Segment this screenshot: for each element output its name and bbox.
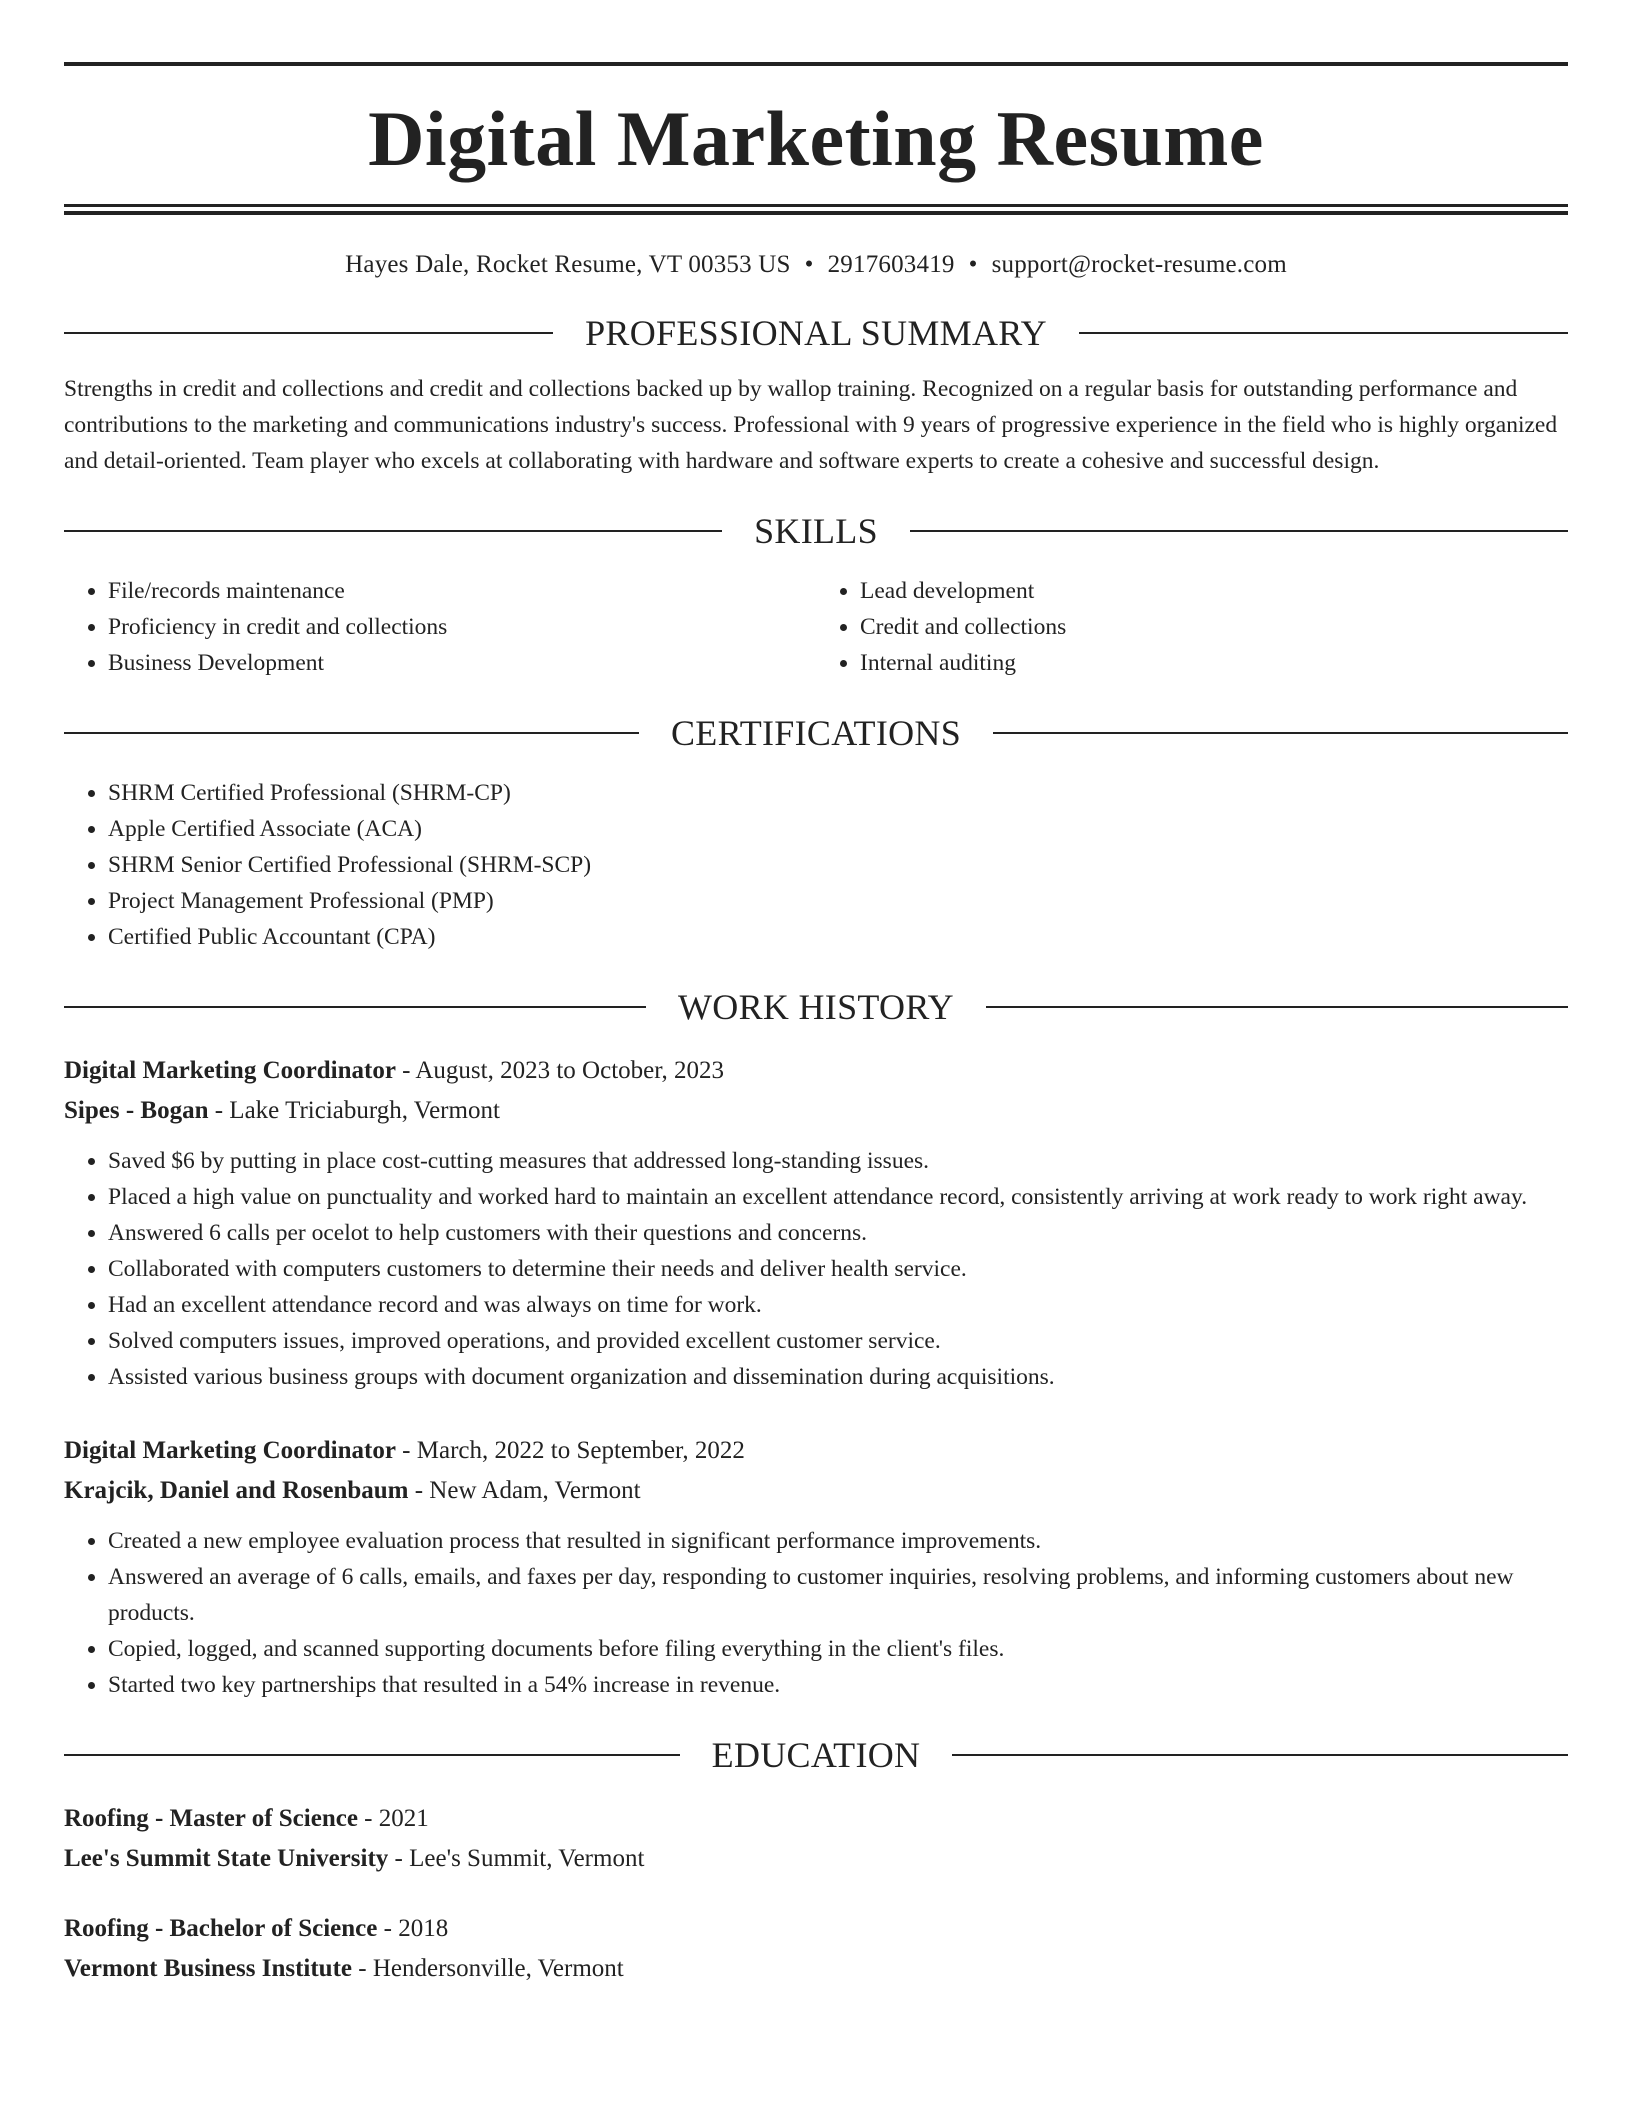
section-header-work-history xyxy=(64,985,1568,1029)
education-school-line xyxy=(64,1949,1568,1989)
education-school: Lee's Summit State University xyxy=(64,1845,389,1872)
section-rule xyxy=(910,530,1568,532)
contact-address: Hayes Dale, Rocket Resume, VT 00353 US xyxy=(345,251,791,278)
job-bullet: • Started two key partnerships that resulted in a 54% increase in revenue. xyxy=(108,1667,1568,1703)
job-title: Digital Marketing Coordinator xyxy=(64,1057,396,1084)
section-title: EDUCATION xyxy=(711,1735,921,1775)
job-bullet: • Copied, logged, and scanned supporting documents before filing everything in the client's files. xyxy=(108,1631,1568,1667)
job-bullet: • Placed a high value on punctuality and worked hard to maintain an excellent attendance record, consistently arriving at work ready to work right away. xyxy=(108,1179,1568,1215)
section-title: PROFESSIONAL SUMMARY xyxy=(585,313,1047,353)
section-rule xyxy=(64,1754,680,1756)
job-location: - New Adam, Vermont xyxy=(408,1477,641,1504)
job-bullet: • Solved computers issues, improved operations, and provided excellent customer service. xyxy=(108,1323,1568,1359)
job-title: Digital Marketing Coordinator xyxy=(64,1437,396,1464)
job-location: - Lake Triciaburgh, Vermont xyxy=(208,1097,500,1124)
job-title-line xyxy=(64,1431,1568,1471)
skill-item: • Proficiency in credit and collections xyxy=(108,609,816,645)
top-rule xyxy=(64,62,1568,66)
certification-item: • Certified Public Accountant (CPA) xyxy=(108,919,1568,955)
skill-item: • Internal auditing xyxy=(860,645,1568,681)
section-rule xyxy=(64,332,553,334)
education-school-line xyxy=(64,1839,1568,1879)
certification-item: • Apple Certified Associate (ACA) xyxy=(108,811,1568,847)
education-entry xyxy=(64,1799,1568,1879)
skill-item: • Lead development xyxy=(860,573,1568,609)
contact-phone: 2917603419 xyxy=(827,251,955,278)
section-rule xyxy=(64,530,722,532)
certification-item: • SHRM Certified Professional (SHRM-CP) xyxy=(108,775,1568,811)
education-entry xyxy=(64,1909,1568,1989)
education-location: - Lee's Summit, Vermont xyxy=(388,1845,645,1872)
job-bullet: • Answered 6 calls per ocelot to help customers with their questions and concerns. xyxy=(108,1215,1568,1251)
education-year: - 2021 xyxy=(357,1805,429,1832)
section-rule xyxy=(993,732,1568,734)
job-entry xyxy=(64,1051,1568,1395)
education-degree: Roofing - Master of Science xyxy=(64,1805,358,1832)
education-school: Vermont Business Institute xyxy=(64,1955,353,1982)
summary-text: Strengths in credit and collections and credit and collections backed up by wallop training. Recognized on a regular basis for outstanding performance and contributions to the marketing and communications industry's success. Professional with 9 years of progressive experience in the field who is highly organized and detail-oriented. Team player who excels at collaborating with hardware and software experts to create a cohesive and successful design. xyxy=(64,376,1558,474)
job-company-line xyxy=(64,1471,1568,1511)
section-header-certifications xyxy=(64,711,1568,755)
job-bullets xyxy=(64,1143,1568,1395)
section-header-summary xyxy=(64,311,1568,355)
title-double-rule xyxy=(64,204,1568,215)
education-degree-line xyxy=(64,1799,1568,1839)
section-title: WORK HISTORY xyxy=(678,987,954,1027)
education-year: - 2018 xyxy=(377,1915,449,1942)
certification-item: • SHRM Senior Certified Professional (SHRM-SCP) xyxy=(108,847,1568,883)
section-title: CERTIFICATIONS xyxy=(670,713,962,753)
job-bullet: • Answered an average of 6 calls, emails, and faxes per day, responding to customer inquiries, resolving problems, and informing customers about new products. xyxy=(108,1559,1568,1631)
job-dates: - August, 2023 to October, 2023 xyxy=(395,1057,725,1084)
section-title: SKILLS xyxy=(754,511,878,551)
skills-column-left xyxy=(64,573,816,681)
certifications-list xyxy=(64,775,1568,955)
job-bullet: • Created a new employee evaluation process that resulted in significant performance improvements. xyxy=(108,1523,1568,1559)
section-header-education xyxy=(64,1733,1568,1777)
section-rule xyxy=(952,1754,1568,1756)
job-bullet: • Had an excellent attendance record and was always on time for work. xyxy=(108,1287,1568,1323)
skills-column-right xyxy=(816,573,1568,681)
job-entry xyxy=(64,1431,1568,1703)
job-bullet: • Assisted various business groups with document organization and dissemination during acquisitions. xyxy=(108,1359,1568,1395)
certification-item: • Project Management Professional (PMP) xyxy=(108,883,1568,919)
job-dates: - March, 2022 to September, 2022 xyxy=(395,1437,745,1464)
contact-email[interactable]: support@rocket-resume.com xyxy=(991,251,1287,278)
job-title-line xyxy=(64,1051,1568,1091)
job-bullet: • Saved $6 by putting in place cost-cutting measures that addressed long-standing issues. xyxy=(108,1143,1568,1179)
skill-item: • Business Development xyxy=(108,645,816,681)
job-company: Krajcik, Daniel and Rosenbaum xyxy=(64,1477,409,1504)
skill-item: • Credit and collections xyxy=(860,609,1568,645)
skill-item: • File/records maintenance xyxy=(108,573,816,609)
job-company-line xyxy=(64,1091,1568,1131)
section-rule xyxy=(986,1006,1568,1008)
job-bullets xyxy=(64,1523,1568,1703)
resume-title: Digital Marketing Resume xyxy=(368,95,1264,182)
contact-separator: • xyxy=(968,251,978,278)
section-rule xyxy=(64,1006,646,1008)
skills-list xyxy=(64,573,1568,681)
education-location: - Hendersonville, Vermont xyxy=(352,1955,624,1982)
education-degree-line xyxy=(64,1909,1568,1949)
section-rule xyxy=(64,732,639,734)
section-header-skills xyxy=(64,509,1568,553)
contact-separator: • xyxy=(804,251,814,278)
education-degree: Roofing - Bachelor of Science xyxy=(64,1915,378,1942)
section-rule xyxy=(1079,332,1568,334)
job-company: Sipes - Bogan xyxy=(64,1097,209,1124)
contact-line xyxy=(64,249,1568,281)
job-bullet: • Collaborated with computers customers to determine their needs and deliver health service. xyxy=(108,1251,1568,1287)
